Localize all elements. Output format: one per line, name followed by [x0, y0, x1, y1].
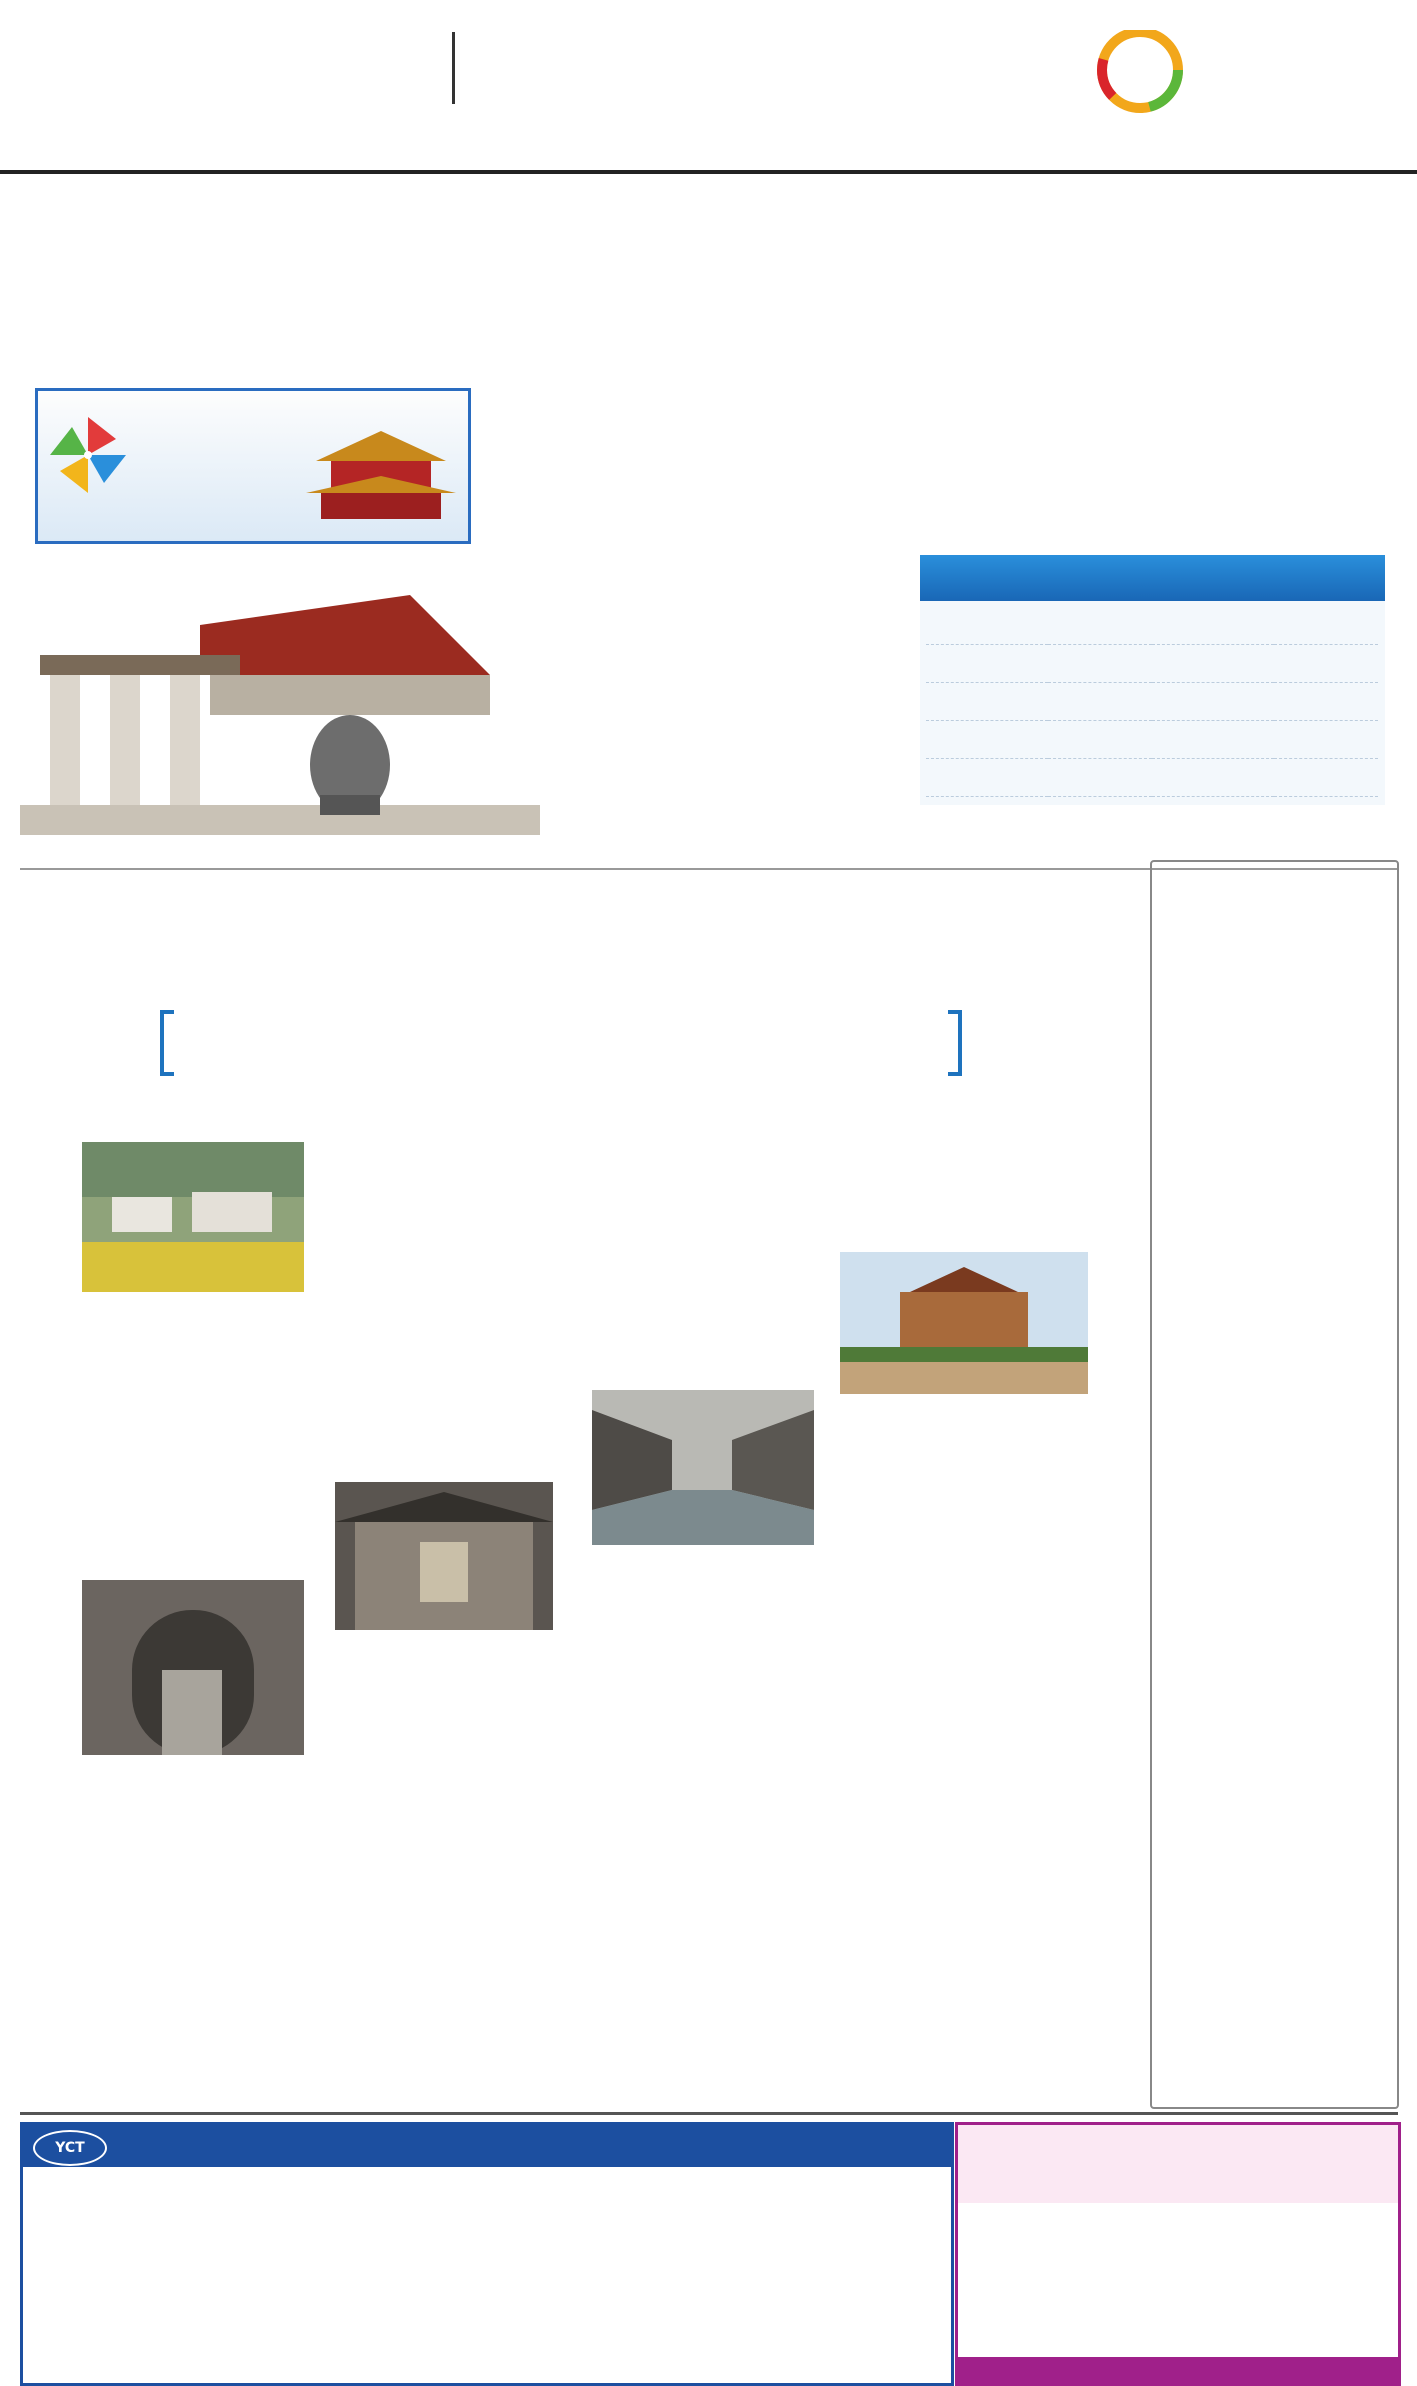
- wuzhen-photo: [592, 1390, 814, 1545]
- ad-zaozhuang: [955, 2122, 1401, 2386]
- peitian-photo: [335, 1482, 553, 1630]
- schedule-date: [1048, 607, 1152, 645]
- column-divider: [452, 32, 455, 104]
- schedule-date: [1048, 721, 1152, 759]
- schedule-date: [1048, 645, 1152, 683]
- schedule-date: [1274, 607, 1378, 645]
- schedule-camp: [926, 645, 1048, 683]
- travel-tips-box: [1150, 860, 1399, 2109]
- ad-yct-header: [23, 2125, 951, 2167]
- schedule-title: [920, 555, 1385, 601]
- schedule-row: [926, 759, 1378, 797]
- schedule-camp: [926, 721, 1048, 759]
- palace-icon: [306, 421, 456, 521]
- schedule-date: [1048, 683, 1152, 721]
- section-divider: [20, 2112, 1398, 2115]
- ad-yct: [20, 2122, 954, 2386]
- schedule-row: [926, 721, 1378, 759]
- camp-schedule: [920, 555, 1385, 805]
- soucheng-logo-icon: [1000, 30, 1230, 140]
- ad-zz-footer: [958, 2357, 1401, 2383]
- schedule-date: [1048, 759, 1152, 797]
- laitan-photo: [82, 1580, 304, 1755]
- schedule-row: [926, 607, 1378, 645]
- header-rule: [0, 170, 1417, 174]
- schedule-camp: [1152, 721, 1274, 759]
- camp-banner: [35, 388, 471, 544]
- huangcheng-photo: [840, 1252, 1088, 1394]
- schedule-date: [1274, 645, 1378, 683]
- schedule-camp: [1152, 683, 1274, 721]
- schedule-row: [926, 683, 1378, 721]
- schedule-date: [1274, 683, 1378, 721]
- schedule-camp: [1152, 645, 1274, 683]
- schedule-camp: [926, 683, 1048, 721]
- wuyuan-photo: [82, 1142, 304, 1292]
- university-gate-photo: [20, 555, 540, 835]
- schedule-grid: [926, 607, 1378, 797]
- pinwheel-icon: [46, 413, 130, 497]
- schedule-date: [1274, 721, 1378, 759]
- schedule-camp: [926, 759, 1048, 797]
- intro-bracket-right: [948, 1010, 962, 1076]
- ad-zz-header: [958, 2125, 1398, 2203]
- intro-bracket-left: [160, 1010, 174, 1076]
- schedule-camp: [1152, 759, 1274, 797]
- schedule-date: [1274, 759, 1378, 797]
- yct-logo-icon: YCT: [33, 2130, 107, 2166]
- schedule-row: [926, 645, 1378, 683]
- schedule-camp: [926, 607, 1048, 645]
- schedule-camp: [1152, 607, 1274, 645]
